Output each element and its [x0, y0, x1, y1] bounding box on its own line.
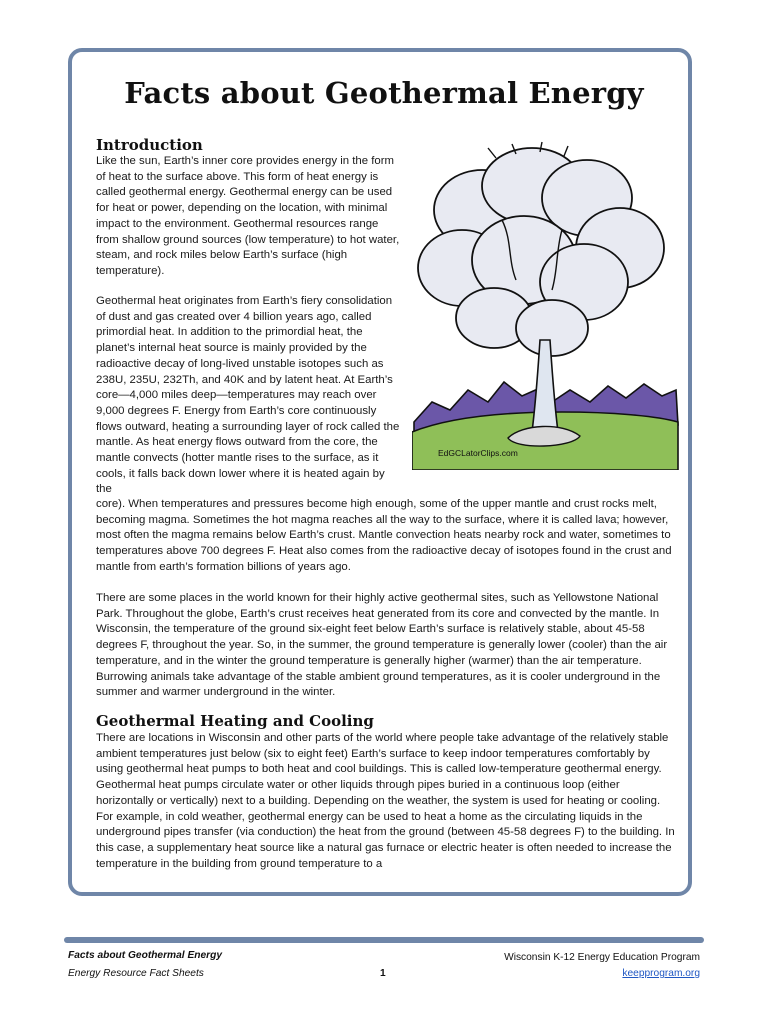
footer-website-link[interactable]: keepprogram.org — [622, 968, 700, 979]
intro-paragraph-3: There are some places in the world known for their highly active geothermal sites, such as Yellowstone National Park. Throughout the globe, Earth’s crust receives heat generated from its core and convected by the mantle. In Wisconsin, the temperature of the ground six-eight feet below Earth’s surface is relatively stable, about 45-58 degrees F, throughout the year. So, in the summer, the ground temperature is generally lower (cooler) than the air temperature, and in the winter the ground temperature is generally higher (warmer) than the air temperature. Burrowing animals take advantage of the stable ambient ground temperatures, as it is cooler underground in the summer and warmer underground in the winter. — [96, 592, 668, 699]
footer-document-title: Facts about Geothermal Energy — [68, 950, 222, 961]
footer-rule — [64, 937, 704, 943]
steam-cloud — [418, 148, 664, 356]
intro-paragraph-2-wide: core). When temperatures and pressures become high enough, some of the upper mantle and crust rocks melt, becoming magma. Sometimes the hot magma reaches all the way to the surface, where it is called lava; however, most often the magma remains below Earth’s crust. Mantle convection heats nearby rock and water, sometimes to temperatures above 700 degrees F. Heat also comes from the radioactive decay of isotopes found in the crust and mantle from earth’s formation billions of years ago. — [96, 498, 672, 573]
introduction-heading: Introduction — [96, 136, 203, 154]
illustration-credit: EdGCLatorClips.com — [438, 448, 518, 458]
intro-paragraph-2-narrow: Geothermal heat originates from Earth’s fiery consolidation of dust and gas created over 4 billion years ago, called primordial heat. In addition to the primordial heat, the planet’s internal heat source is mainly provided by the radioactive decay of long-lived unstable isotopes such as 238U, 235U, 232Th, and 40K and by latent heat. At Earth’s core—4,000 miles deep—temperatures may reach over 9,000 degrees F. Energy from Earth’s core continuously flows outward, heating a surrounding layer of rock called the mantle. As heat energy flows outward from the core, the mantle convects (hotter mantle rises to the surface, as it cools, it falls back down lower where it is heated again by the — [96, 295, 400, 496]
geyser-illustration — [412, 140, 680, 470]
page-title: Facts about Geothermal Energy — [124, 76, 644, 110]
intro-paragraph-1: Like the sun, Earth’s inner core provides energy in the form of heat to the surface above. This form of heat energy is called geothermal energy. Geothermal energy can be used for heat or power, depending on the location, with minimal impact to the environment. Geothermal resources range from shallow ground sources (low temperature) to hot water, steam, and rock miles below Earth’s surface (high temperature). — [96, 155, 400, 277]
geothermal-heating-heading: Geothermal Heating and Cooling — [96, 712, 374, 730]
page-number: 1 — [380, 968, 386, 979]
footer-series-title: Energy Resource Fact Sheets — [68, 968, 204, 979]
footer-organization: Wisconsin K-12 Energy Education Program — [504, 952, 700, 963]
heating-paragraph-1: There are locations in Wisconsin and other parts of the world where people take advantage of the relatively stable ambient temperatures just below (six to eight feet) Earth’s surface to keep indoor temperatures comfortably by using geothermal heat pumps to both heat and cool buildings. This is called low-temperature geothermal energy. Geothermal heat pumps circulate water or other liquids through pipes buried in a continuous loop (either horizontally or vertically) next to a building. Depending on the weather, the system is used for heating or cooling. For example, in cold weather, geothermal energy can be used to heat a home as the circulating liquids in the underground pipes transfer (via conduction) the heat from the ground (between 45-58 degrees F) to the building. In this case, a supplementary heat source like a natural gas furnace or electric heater is often needed to increase the temperature in the building from ground temperature to a — [96, 732, 675, 870]
